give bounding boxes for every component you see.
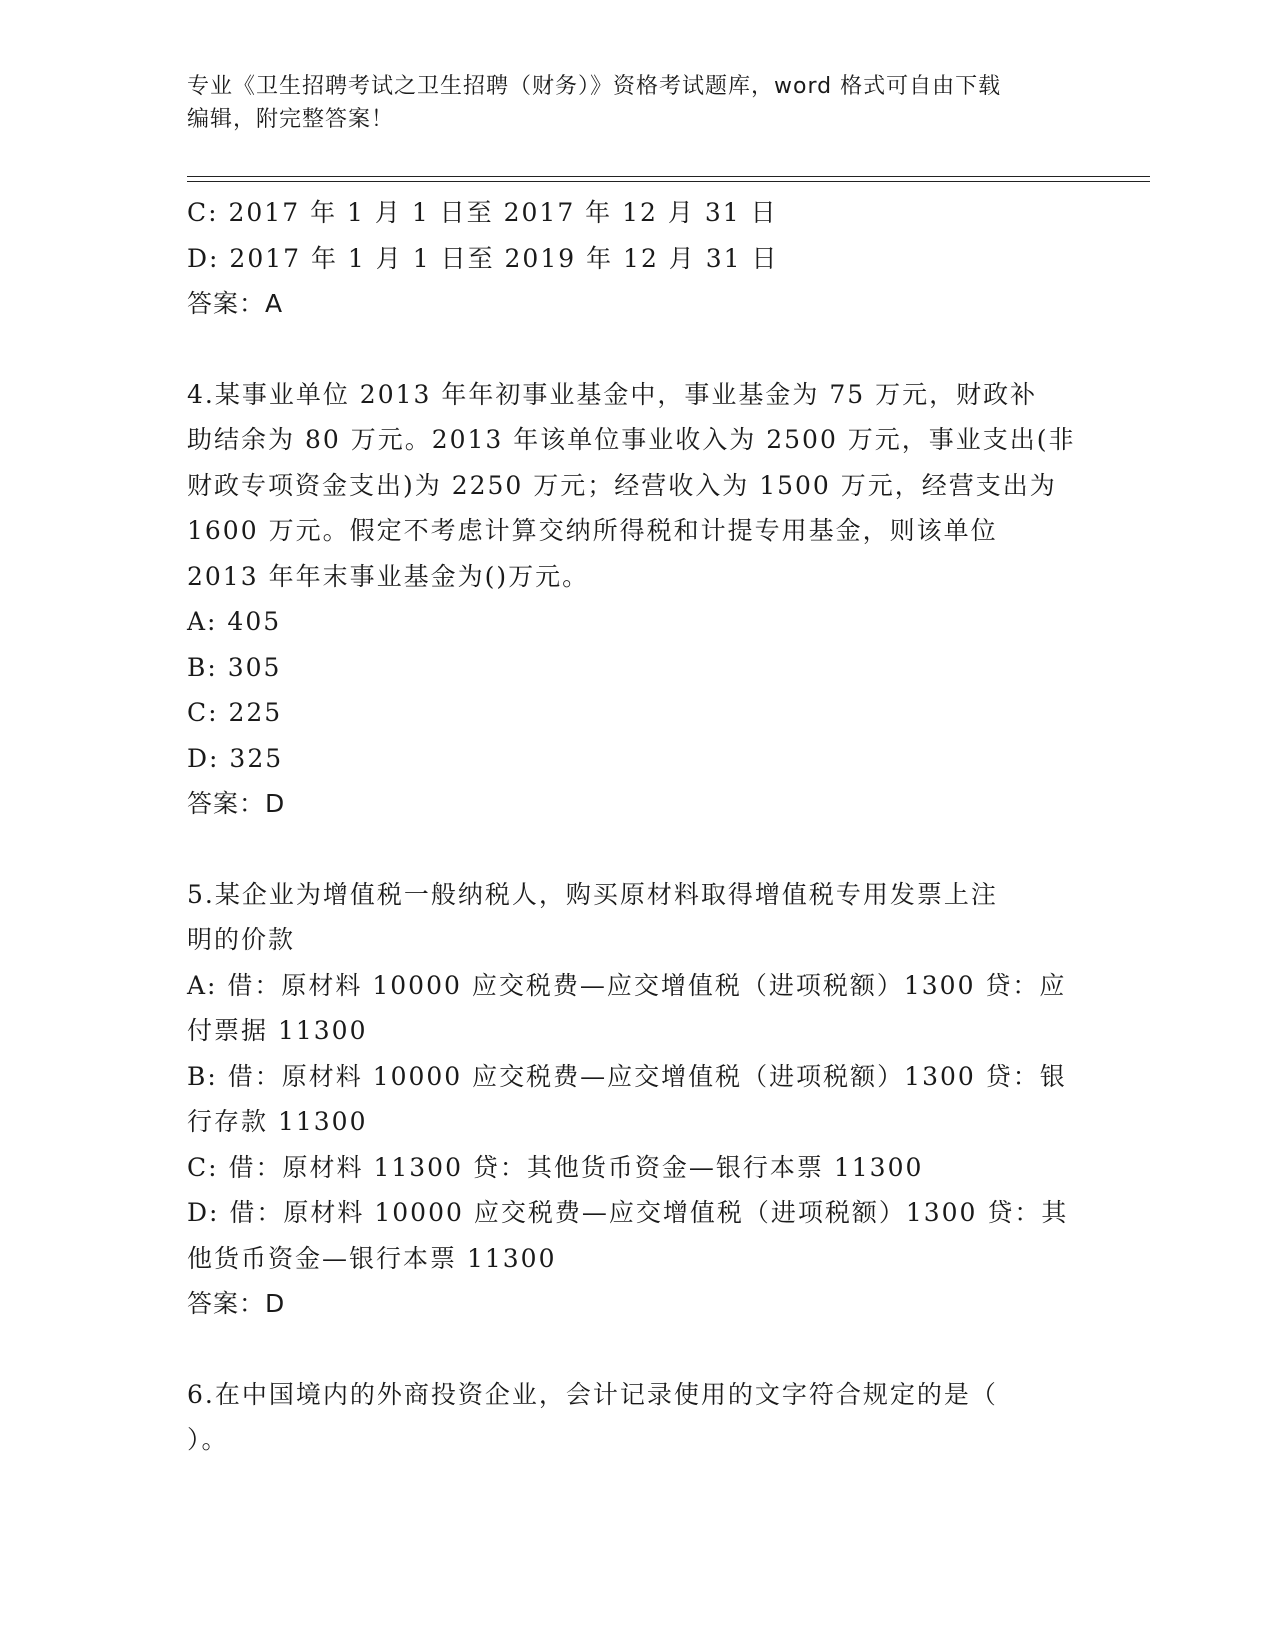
header-line-1: 专业《卫生招聘考试之卫生招聘（财务）》资格考试题库，word 格式可自由下载 [187,74,1002,99]
question-6 [187,1372,1087,1463]
spacer [187,1327,1087,1372]
q4-stem-line: 1600 万元。假定不考虑计算交纳所得税和计提专用基金，则该单位 [187,516,998,545]
q6-stem-line: 6.在中国境内的外商投资企业，会计记录使用的文字符合规定的是（ [187,1379,998,1409]
q4-option-d: D: 325 [187,743,284,773]
header-rule-bottom [187,181,1150,182]
q4-stem-line: 4.某事业单位 2013 年年初事业基金中，事业基金为 75 万元，财政补 [187,379,1038,409]
header-rule-top [187,176,1150,177]
question-3 [187,190,1087,327]
q4-stem-line: 助结余为 80 万元。2013 年该单位事业收入为 2500 万元，事业支出(非 [187,425,1076,454]
header-line-2: 编辑，附完整答案！ [187,107,395,132]
q6-stem-line: ）。 [187,1425,229,1454]
q5-option-a-cont: 付票据 11300 [187,1016,368,1045]
spacer [187,327,1087,372]
q3-answer: 答案：A [187,289,284,318]
q5-option-d-cont: 他货币资金—银行本票 11300 [187,1243,557,1273]
q5-option-a: A: 借：原材料 10000 应交税费—应交增值税（进项税额）1300 贷：应 [187,970,1067,1000]
q4-stem-line: 财政专项资金支出)为 2250 万元；经营收入为 1500 万元，经营支出为 [187,470,1057,500]
q5-option-d: D: 借：原材料 10000 应交税费—应交增值税（进项税额）1300 贷：其 [187,1198,1069,1227]
q4-option-a: A: 405 [187,607,282,636]
q5-option-b: B: 借：原材料 10000 应交税费—应交增值税（进项税额）1300 贷：银 [187,1061,1067,1091]
document-header [187,70,1087,136]
q5-stem-line: 明的价款 [187,925,296,954]
q4-stem-line: 2013 年年末事业基金为()万元。 [187,561,590,591]
q4-option-b: B: 305 [187,652,282,682]
q3-option-d: D: 2017 年 1 月 1 日至 2019 年 12 月 31 日 [187,243,779,273]
q3-option-c: C: 2017 年 1 月 1 日至 2017 年 12 月 31 日 [187,198,778,227]
question-4 [187,372,1087,827]
spacer [187,827,1087,872]
q5-stem-line: 5.某企业为增值税一般纳税人，购买原材料取得增值税专用发票上注 [187,879,998,909]
q5-answer: 答案：D [187,1289,286,1318]
question-5 [187,872,1087,1327]
document-body [187,190,1087,1463]
q4-answer: 答案：D [187,789,286,818]
q5-option-b-cont: 行存款 11300 [187,1107,368,1136]
q5-option-c: C: 借：原材料 11300 贷：其他货币资金—银行本票 11300 [187,1152,924,1182]
q4-option-c: C: 225 [187,698,283,727]
